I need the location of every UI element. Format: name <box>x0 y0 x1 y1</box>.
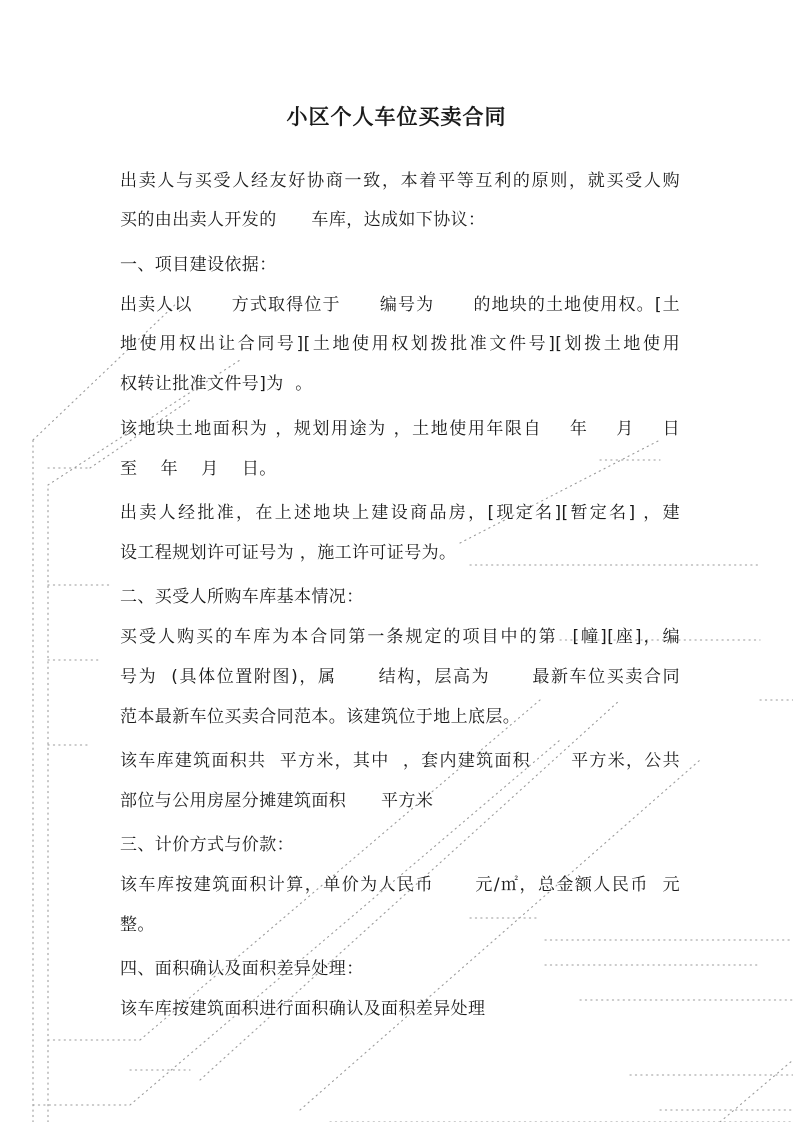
paragraph-line: 地使用权出让合同号][土地使用权划拨批准文件号][划拨土地使用 <box>120 334 680 354</box>
paragraph-line: 该车库按建筑面积进行面积确认及面积差异处理 <box>120 999 486 1019</box>
section-heading-2: 二、买受人所购车库基本情况： <box>120 587 364 607</box>
paragraph-line: 出卖人经批准，在上述地块上建设商品房，[现定名][暂定名] ，建 <box>120 503 680 523</box>
paragraph-line: 买的由出卖人开发的 车库，达成如下协议： <box>120 210 486 230</box>
paragraph-line: 设工程规划许可证号为 ，施工许可证号为。 <box>120 543 457 563</box>
paragraph-line: 部位与公用房屋分摊建筑面积 平方米 <box>120 791 434 811</box>
paragraph-line: 买受人购买的车库为本合同第一条规定的项目中的第 [幢][座]，编 <box>120 627 680 647</box>
section-heading-3: 三、计价方式与价款： <box>120 835 294 855</box>
section-heading-1: 一、项目建设依据： <box>120 255 277 275</box>
paragraph-line: 该车库建筑面积共 平方米，其中 ，套内建筑面积 平方米，公共 <box>120 751 680 771</box>
paragraph-line: 至 年 月 日。 <box>120 459 277 479</box>
paragraph-line: 出卖人与买受人经友好协商一致，本着平等互利的原则，就买受人购 <box>120 171 680 191</box>
paragraph-line: 范本最新车位买卖合同范本。该建筑位于地上底层。 <box>120 707 521 727</box>
paragraph-line: 整。 <box>120 915 155 935</box>
paragraph-line: 权转让批准文件号]为 。 <box>120 374 313 394</box>
paragraph-line: 出卖人以 方式取得位于 编号为 的地块的土地使用权。[土 <box>120 295 680 315</box>
paragraph-line: 该地块土地面积为 ，规划用途为 ，土地使用年限自 年 月 日 <box>120 419 680 439</box>
document-title: 小区个人车位买卖合同 <box>286 105 507 129</box>
paragraph-line: 该车库按建筑面积计算，单价为人民币 元/㎡，总金额人民币 元 <box>120 875 680 895</box>
paragraph-line: 号为 (具体位置附图)，属 结构，层高为 最新车位买卖合同 <box>120 667 680 687</box>
section-heading-4: 四、面积确认及面积差异处理： <box>120 959 364 979</box>
